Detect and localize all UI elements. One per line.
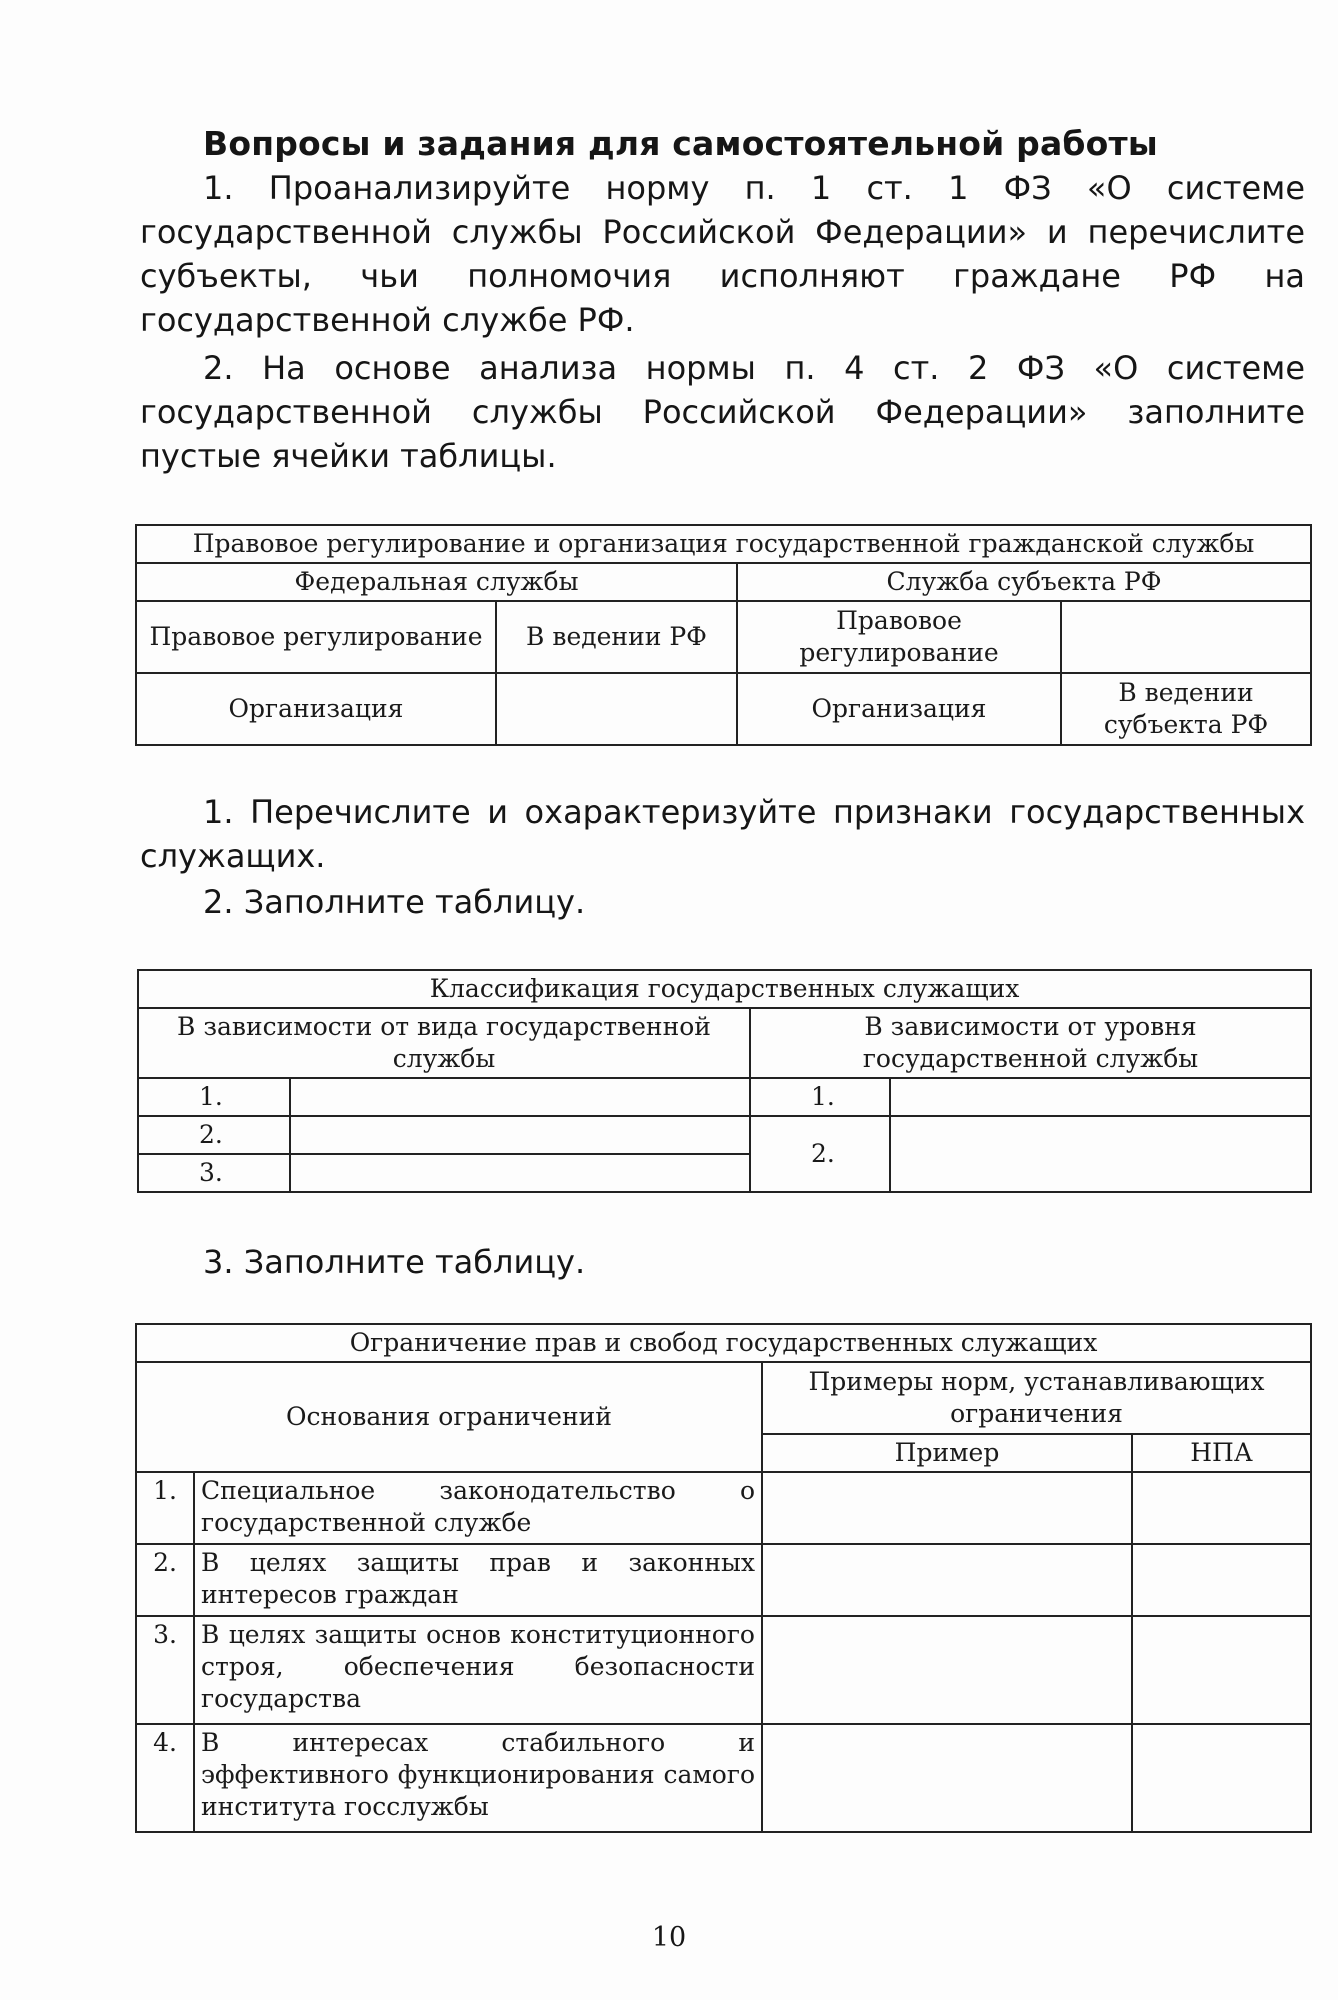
task-paragraph-5 — [203, 1240, 585, 1284]
task-number: 1. — [203, 169, 234, 207]
column-header-by-type: В зависимости от вида государственной службы — [138, 1008, 750, 1078]
row-number: 1. — [750, 1078, 890, 1116]
table-cell-empty — [1132, 1472, 1311, 1544]
row-text: Специальное законодательство о государственной службе — [194, 1472, 762, 1544]
table-cell-empty — [890, 1078, 1311, 1116]
table-cell: Правовое регулирование — [136, 601, 496, 673]
table-cell-empty — [290, 1154, 750, 1192]
task-text: Проанализируйте норму п. 1 ст. 1 ФЗ «О системе государственной службы Российской Федерации» и перечислите субъекты, чьи полномочия исполняют граждане РФ на государственной службе РФ. — [140, 169, 1306, 339]
row-text: В целях защиты прав и законных интересов граждан — [194, 1544, 762, 1616]
task-text: На основе анализа нормы п. 4 ст. 2 ФЗ «О системе государственной службы Российской Федерации» заполните пустые ячейки таблицы. — [140, 349, 1306, 475]
table-cell: Правовое регулирование — [737, 601, 1061, 673]
row-number: 2. — [750, 1116, 890, 1192]
task-paragraph-1 — [140, 166, 1305, 342]
table-cell-empty — [890, 1116, 1311, 1192]
table-title: Классификация государственных служащих — [138, 970, 1311, 1008]
table-cell-empty — [762, 1544, 1132, 1616]
row-text: В целях защиты основ конституционного строя, обеспечения безопасности государства — [194, 1616, 762, 1724]
table-cell-empty — [762, 1472, 1132, 1544]
row-number: 4. — [136, 1724, 194, 1832]
task-paragraph-2 — [140, 346, 1305, 478]
row-number: 1. — [138, 1078, 290, 1116]
table-cell-empty — [762, 1724, 1132, 1832]
table-cell-empty — [290, 1078, 750, 1116]
row-number: 3. — [136, 1616, 194, 1724]
table-cell-empty — [762, 1616, 1132, 1724]
row-number: 2. — [138, 1116, 290, 1154]
row-number: 2. — [136, 1544, 194, 1616]
table-cell-empty — [290, 1116, 750, 1154]
task-text: Заполните таблицу. — [243, 1243, 586, 1281]
table-cell: Организация — [136, 673, 496, 745]
task-number: 1. — [203, 793, 234, 831]
subheader-npa: НПА — [1132, 1434, 1311, 1472]
column-header-grounds: Основания ограничений — [136, 1362, 762, 1472]
row-number: 3. — [138, 1154, 290, 1192]
task-text: Заполните таблицу. — [243, 883, 586, 921]
table-cell-empty — [1132, 1544, 1311, 1616]
column-header-examples: Примеры норм, устанавливающих ограничения — [762, 1362, 1311, 1434]
table-cell: В ведении РФ — [496, 601, 737, 673]
task-number: 2. — [203, 883, 234, 921]
table-restrictions — [135, 1323, 1312, 1833]
task-number: 2. — [203, 349, 234, 387]
row-text: В интересах стабильного и эффективного функционирования самого института госслужбы — [194, 1724, 762, 1832]
table-title: Правовое регулирование и организация государственной гражданской службы — [136, 525, 1311, 563]
table-cell-empty — [496, 673, 737, 745]
table-title: Ограничение прав и свобод государственных служащих — [136, 1324, 1311, 1362]
column-header-federal: Федеральная службы — [136, 563, 737, 601]
table-cell: В ведении субъекта РФ — [1061, 673, 1311, 745]
table-legal-regulation — [135, 524, 1312, 746]
column-header-by-level: В зависимости от уровня государственной службы — [750, 1008, 1311, 1078]
task-paragraph-4 — [203, 880, 585, 924]
section-heading: Вопросы и задания для самостоятельной работы — [203, 124, 1158, 163]
table-cell: Организация — [737, 673, 1061, 745]
table-cell-empty — [1132, 1724, 1311, 1832]
page-number: 10 — [651, 1922, 687, 1953]
table-cell-empty — [1061, 601, 1311, 673]
subheader-example: Пример — [762, 1434, 1132, 1472]
task-paragraph-3 — [140, 790, 1305, 878]
table-cell-empty — [1132, 1616, 1311, 1724]
table-classification — [137, 969, 1312, 1193]
task-text: Перечислите и охарактеризуйте признаки государственных служащих. — [140, 793, 1305, 875]
task-number: 3. — [203, 1243, 234, 1281]
row-number: 1. — [136, 1472, 194, 1544]
column-header-subject: Служба субъекта РФ — [737, 563, 1311, 601]
